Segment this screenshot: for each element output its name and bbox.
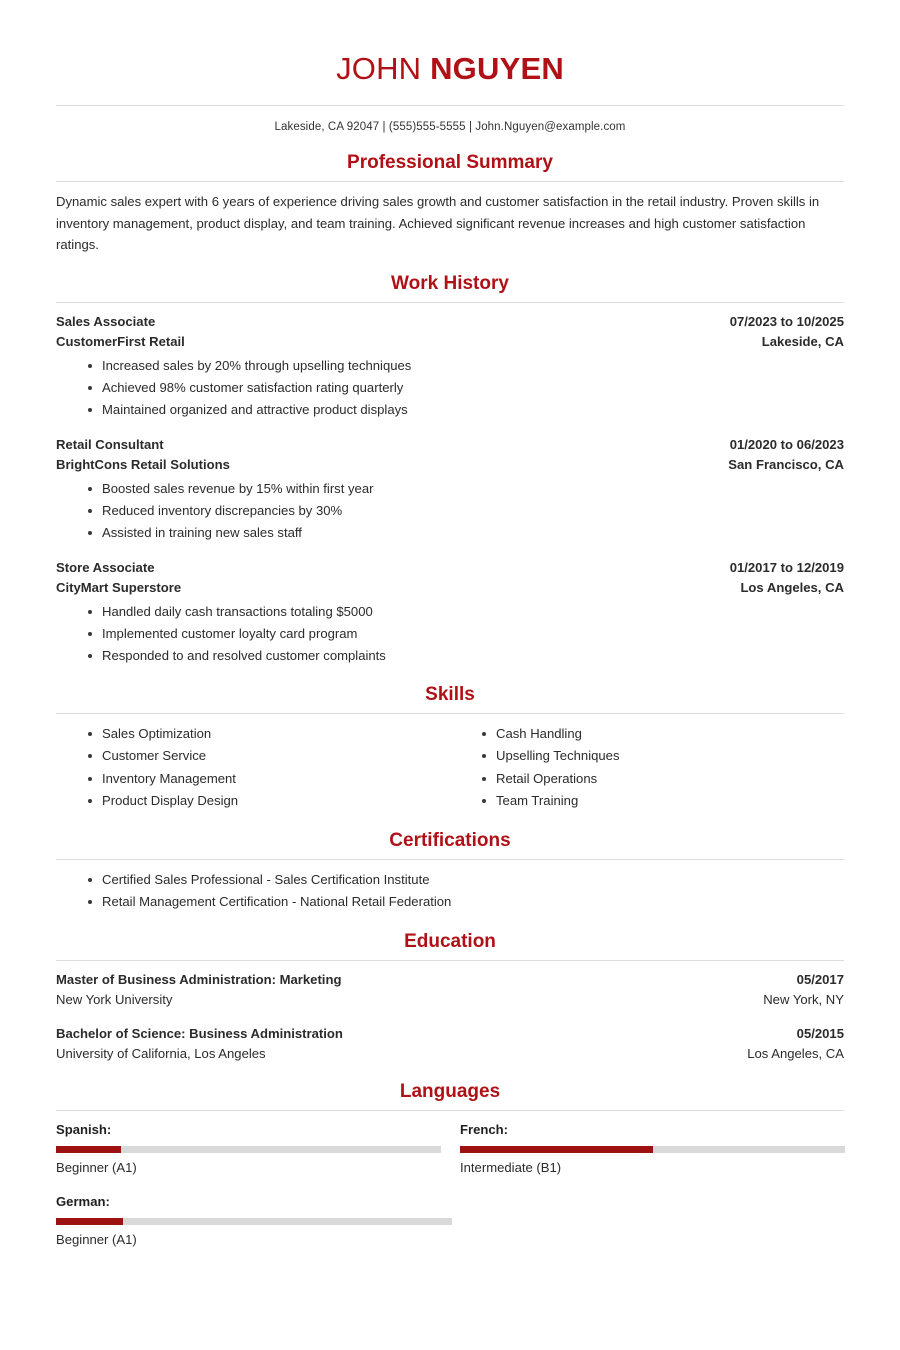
school-name: New York University: [56, 991, 173, 1007]
language-level-label: Intermediate (B1): [460, 1159, 562, 1175]
last-name: NGUYEN: [430, 51, 564, 86]
degree: Master of Business Administration: Marketing: [56, 971, 342, 987]
job-bullet: Boosted sales revenue by 15% within first year: [102, 478, 844, 500]
skills-column-left: [56, 723, 450, 813]
school-name: University of California, Los Angeles: [56, 1045, 266, 1061]
language-name: Spanish:: [56, 1121, 112, 1137]
language-item: [56, 1192, 450, 1250]
job-location: San Francisco, CA: [728, 456, 844, 472]
language-level-label: Beginner (A1): [56, 1231, 137, 1247]
education-location: New York, NY: [763, 991, 844, 1007]
job-dates: 07/2023 to 10/2025: [729, 313, 844, 329]
job-bullet: Increased sales by 20% through upselling techniques: [102, 355, 844, 377]
job-location: Lakeside, CA: [761, 333, 844, 349]
list-item: Inventory Management: [102, 768, 450, 791]
language-proficiency-fill: [56, 1146, 121, 1153]
list-item: Cash Handling: [496, 723, 844, 746]
job-bullet-list: [56, 478, 844, 544]
job-bullet-list: [56, 355, 844, 421]
section-work-history: [56, 272, 844, 667]
certifications-list: [56, 869, 844, 914]
education-degree-row: [56, 1024, 844, 1044]
language-item: [450, 1120, 844, 1178]
section-title-languages: Languages: [399, 1080, 501, 1102]
job-bullet: Responded to and resolved customer complaints: [102, 645, 844, 667]
education-date: 05/2017: [796, 971, 844, 987]
section-title-certifications: Certifications: [389, 829, 511, 851]
first-name: JOHN: [336, 51, 422, 86]
languages-grid: [56, 1120, 844, 1264]
job-dates: 01/2020 to 06/2023: [729, 436, 844, 452]
job-dates: 01/2017 to 12/2019: [729, 559, 844, 575]
education-list: [56, 961, 844, 1064]
language-proficiency-bar: [460, 1146, 845, 1153]
work-history-entry: [56, 312, 844, 421]
education-school-row: [56, 1044, 844, 1064]
list-item: Team Training: [496, 790, 844, 813]
company-name: CityMart Superstore: [56, 579, 182, 595]
list-item: Sales Optimization: [102, 723, 450, 746]
skills-column-right: [450, 723, 844, 813]
job-title: Store Associate: [56, 559, 155, 575]
education-location: Los Angeles, CA: [747, 1045, 844, 1061]
job-bullet: Implemented customer loyalty card program: [102, 623, 844, 645]
summary-text: Dynamic sales expert with 6 years of experience driving sales growth and customer satisfaction in the retail industry. Proven skills in inventory management, product display, and team training. Achieved significant revenue increases and high customer satisfaction ratings.: [56, 194, 820, 252]
language-proficiency-bar: [56, 1218, 452, 1225]
skills-list-right: [450, 723, 844, 813]
work-entry-company-row: [56, 578, 844, 598]
job-title: Retail Consultant: [56, 436, 164, 452]
work-history-entry: [56, 558, 844, 667]
education-entry: [56, 970, 844, 1010]
language-name: French:: [460, 1121, 509, 1137]
education-entry: [56, 1024, 844, 1064]
section-title-summary: Professional Summary: [347, 152, 553, 173]
list-item: Upselling Techniques: [496, 745, 844, 768]
section-professional-summary: [56, 151, 844, 256]
work-entry-title-row: [56, 312, 844, 332]
company-name: BrightCons Retail Solutions: [56, 456, 230, 472]
job-bullet: Maintained organized and attractive product displays: [102, 399, 844, 421]
skills-list-left: [56, 723, 450, 813]
language-proficiency-fill: [56, 1218, 123, 1225]
list-item: Customer Service: [102, 745, 450, 768]
job-location: Los Angeles, CA: [740, 579, 844, 595]
job-bullet: Assisted in training new sales staff: [102, 522, 844, 544]
section-education: [56, 930, 844, 1064]
job-bullet: Reduced inventory discrepancies by 30%: [102, 500, 844, 522]
section-skills: [56, 683, 844, 813]
job-bullet-list: [56, 601, 844, 667]
company-name: CustomerFirst Retail: [56, 333, 185, 349]
header-divider: [56, 105, 844, 106]
work-history-list: [56, 303, 844, 667]
section-certifications: [56, 829, 844, 914]
language-proficiency-fill: [460, 1146, 653, 1153]
work-history-entry: [56, 435, 844, 544]
language-item: [56, 1120, 450, 1178]
education-date: 05/2015: [796, 1025, 844, 1041]
contact-line: Lakeside, CA 92047 | (555)555-5555 | John.Nguyen@example.com: [274, 121, 626, 133]
job-bullet: Achieved 98% customer satisfaction rating quarterly: [102, 377, 844, 399]
language-proficiency-bar: [56, 1146, 441, 1153]
language-name: German:: [56, 1193, 110, 1209]
education-school-row: [56, 990, 844, 1010]
list-item: Retail Management Certification - National Retail Federation: [102, 891, 844, 914]
job-title: Sales Associate: [56, 313, 156, 329]
work-entry-company-row: [56, 455, 844, 475]
section-title-skills: Skills: [425, 683, 475, 705]
job-bullet: Handled daily cash transactions totaling $5000: [102, 601, 844, 623]
degree: Bachelor of Science: Business Administration: [56, 1025, 343, 1041]
candidate-name: [56, 50, 844, 88]
work-entry-company-row: [56, 332, 844, 352]
list-item: Certified Sales Professional - Sales Certification Institute: [102, 869, 844, 892]
list-item: Product Display Design: [102, 790, 450, 813]
work-entry-title-row: [56, 558, 844, 578]
work-entry-title-row: [56, 435, 844, 455]
language-level-label: Beginner (A1): [56, 1159, 137, 1175]
section-languages: [56, 1080, 844, 1264]
education-degree-row: [56, 970, 844, 990]
section-title-education: Education: [404, 930, 496, 952]
section-title-work-history: Work History: [391, 272, 509, 294]
list-item: Retail Operations: [496, 768, 844, 791]
